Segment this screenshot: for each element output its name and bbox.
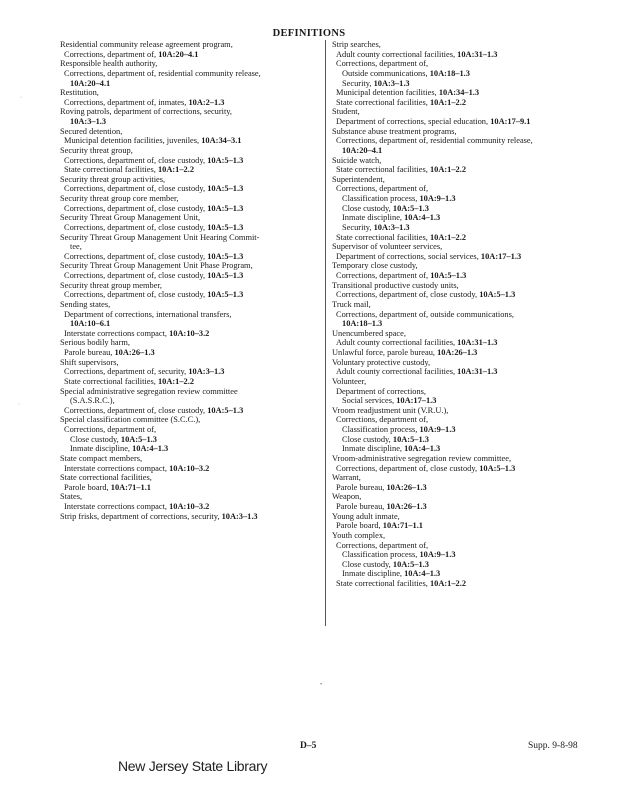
index-subentry — [60, 69, 315, 79]
index-subentry — [332, 184, 592, 194]
code-citation: 10A:10–3.2 — [169, 463, 210, 473]
code-citation: 10A:20–4.1 — [70, 78, 111, 88]
index-heading — [332, 156, 592, 166]
entry-text: Corrections, department of, close custody, — [336, 290, 480, 300]
entry-text: Security threat group member, — [60, 280, 162, 290]
index-heading — [60, 59, 315, 69]
code-citation: 10A:17–1.3 — [396, 396, 437, 406]
entry-text: Parole bureau, — [336, 482, 387, 492]
entry-text: Corrections, department of, residential community release, — [336, 136, 533, 146]
code-citation: 10A:26–1.3 — [386, 482, 427, 492]
code-citation: 10A:5–1.3 — [207, 271, 244, 280]
index-subentry — [332, 252, 592, 262]
code-citation: 10A:4–1.3 — [404, 444, 441, 454]
entry-text: Close custody, — [70, 434, 121, 444]
index-subentry — [332, 136, 592, 146]
entry-text: Adult county correctional facilities, — [336, 338, 458, 348]
index-subentry — [60, 271, 315, 281]
index-subentry — [332, 233, 592, 243]
entry-text: Suicide watch, — [332, 155, 382, 165]
index-subentry — [60, 242, 315, 252]
entry-text: Substance abuse treatment programs, — [332, 126, 457, 136]
index-heading — [332, 107, 592, 117]
index-subentry — [332, 435, 592, 445]
code-citation: 10A:10–3.2 — [169, 502, 210, 511]
index-subentry — [332, 502, 592, 512]
entry-text: Inmate discipline, — [70, 444, 133, 454]
code-citation: 10A:10–6.1 — [70, 319, 111, 329]
entry-text: Outside communications, — [342, 68, 430, 78]
index-subentry — [60, 165, 315, 175]
index-subentry — [332, 550, 592, 560]
entry-text: (S.A.S.R.C.), — [70, 396, 115, 406]
index-subentry — [332, 387, 592, 397]
entry-text: Serious bodily harm, — [60, 338, 131, 348]
entry-text: State correctional facilities, — [336, 579, 430, 588]
entry-text: Corrections, department of, close custody, — [64, 184, 208, 194]
entry-text: Corrections, department of, — [336, 271, 431, 280]
code-citation: 10A:4–1.3 — [404, 569, 441, 579]
entry-text: State compact members, — [60, 453, 143, 463]
code-citation: 10A:4–1.3 — [132, 444, 169, 454]
entry-text: Strip searches, — [332, 40, 381, 49]
index-subentry — [332, 223, 592, 233]
entry-text: Corrections, department of, close custody, — [64, 405, 208, 415]
index-heading — [60, 146, 315, 156]
entry-text: Corrections, department of, close custody, — [64, 222, 208, 232]
entry-text: Corrections, department of, — [336, 59, 429, 69]
index-subentry — [332, 569, 592, 579]
index-heading — [60, 107, 315, 117]
entry-text: Security threat group activities, — [60, 174, 166, 184]
entry-text: State correctional facilities, — [64, 376, 158, 386]
entry-text: Department of corrections, social services, — [336, 251, 481, 261]
index-heading — [332, 492, 592, 502]
entry-text: Corrections, department of, security, — [64, 367, 189, 377]
code-citation: 10A:26–1.3 — [437, 348, 478, 357]
index-subentry — [60, 464, 315, 474]
entry-text: Shift supervisors, — [60, 357, 119, 367]
entry-text: Secured detention, — [60, 126, 123, 136]
index-heading — [332, 406, 592, 416]
index-heading — [60, 175, 315, 185]
index-heading — [60, 281, 315, 291]
entry-text: Corrections, department of, close custody, — [64, 271, 208, 280]
code-citation: 10A:26–1.3 — [386, 502, 427, 511]
index-subentry — [60, 444, 315, 454]
index-subentry — [332, 310, 592, 320]
entry-text: Security threat group core member, — [60, 194, 179, 203]
index-heading — [60, 88, 315, 98]
entry-text: Adult county correctional facilities, — [336, 367, 458, 377]
entry-text: Classification process, — [342, 550, 420, 560]
entry-text: Parole board, — [336, 521, 383, 531]
entry-text: Inmate discipline, — [342, 444, 405, 454]
entry-text: Corrections, department of, inmates, — [64, 97, 189, 107]
index-subentry — [60, 348, 315, 358]
right-column — [332, 40, 592, 589]
code-citation: 10A:5–1.3 — [479, 290, 516, 300]
index-subentry — [332, 338, 592, 348]
index-subentry — [60, 319, 315, 329]
index-subentry — [332, 271, 592, 281]
entry-text: Close custody, — [342, 203, 393, 213]
scan-speck: · — [18, 402, 20, 408]
index-subentry — [332, 165, 592, 175]
entry-text: Corrections, department of, — [336, 415, 429, 425]
left-column — [60, 40, 315, 521]
index-subentry — [332, 194, 592, 204]
code-citation: 10A:5–1.3 — [479, 463, 516, 473]
index-subentry — [60, 252, 315, 262]
entry-text: State correctional facilities, — [64, 165, 158, 175]
entry-text: Security, — [342, 78, 374, 88]
column-divider — [325, 40, 326, 626]
index-subentry — [332, 213, 592, 223]
entry-text: Corrections, department of, — [336, 540, 429, 550]
code-citation: 10A:20–4.1 — [342, 145, 383, 155]
index-subentry — [60, 435, 315, 445]
page-number: D–5 — [300, 741, 317, 751]
code-citation: 10A:5–1.3 — [207, 155, 244, 165]
entry-text: Adult county correctional facilities, — [336, 49, 458, 59]
index-subentry — [60, 117, 315, 127]
entry-text: Corrections, department of, — [336, 184, 429, 194]
index-subentry — [332, 560, 592, 570]
entry-text: Municipal detention facilities, — [336, 88, 439, 98]
index-subentry — [332, 79, 592, 89]
entry-text: Strip frisks, department of corrections, security, — [60, 511, 222, 521]
index-subentry — [60, 425, 315, 435]
index-heading — [332, 531, 592, 541]
index-subentry — [60, 290, 315, 300]
index-heading — [332, 281, 592, 291]
code-citation: 10A:1–2.2 — [157, 376, 195, 386]
entry-text: Security Threat Group Management Unit Hearing Commit- — [60, 232, 260, 242]
index-subentry — [60, 136, 315, 146]
entry-text: Inmate discipline, — [342, 213, 405, 223]
code-citation: 10A:9–1.3 — [419, 550, 456, 560]
index-subentry — [60, 310, 315, 320]
entry-text: Social services, — [342, 396, 397, 406]
index-subentry — [332, 444, 592, 454]
entry-text: Unencumbered space, — [332, 328, 406, 338]
entry-text: Restitution, — [60, 88, 99, 98]
code-citation: 10A:71–1.1 — [382, 521, 423, 531]
entry-text: Warrant, — [332, 473, 361, 483]
index-subentry — [332, 521, 592, 531]
index-subentry — [60, 367, 315, 377]
index-heading — [332, 127, 592, 137]
library-stamp: New Jersey State Library — [118, 758, 268, 774]
index-subentry — [332, 396, 592, 406]
index-heading — [60, 454, 315, 464]
index-heading — [332, 242, 592, 252]
entry-text: Department of corrections, — [336, 386, 426, 396]
index-heading — [332, 454, 592, 464]
entry-text: Department of corrections, special education, — [336, 117, 491, 126]
entry-text: Security Threat Group Management Unit, — [60, 213, 201, 223]
index-heading — [60, 213, 315, 223]
index-subentry — [60, 79, 315, 89]
entry-text: Responsible health authority, — [60, 59, 158, 69]
index-subentry — [332, 290, 592, 300]
index-subentry — [60, 329, 315, 339]
index-subentry — [332, 117, 592, 127]
entry-text: Special administrative segregation review committee — [60, 386, 238, 396]
code-citation: 10A:5–1.3 — [207, 290, 244, 300]
code-citation: 10A:1–2.2 — [429, 579, 467, 588]
entry-text: Superintendent, — [332, 174, 385, 184]
index-subentry — [60, 50, 315, 60]
entry-text: Vroom-administrative segregation review committee, — [332, 453, 512, 463]
code-citation: 10A:18–1.3 — [429, 68, 470, 78]
entry-text: Special classification committee (S.C.C.), — [60, 415, 201, 425]
entry-text: State correctional facilities, — [60, 473, 152, 483]
index-subentry — [332, 59, 592, 69]
entry-text: Supervisor of volunteer services, — [332, 242, 443, 252]
index-subentry — [332, 88, 592, 98]
index-heading — [332, 175, 592, 185]
supplement-date: Supp. 9-8-98 — [528, 741, 578, 751]
index-subentry — [332, 415, 592, 425]
entry-text: Corrections, department of, — [64, 425, 157, 434]
index-heading — [60, 473, 315, 483]
page-title: DEFINITIONS — [272, 28, 346, 39]
code-citation: 10A:17–1.3 — [480, 251, 522, 261]
entry-text: Interstate corrections compact, — [64, 328, 170, 338]
code-citation: 10A:5–1.3 — [430, 271, 467, 280]
index-subentry — [332, 69, 592, 79]
index-heading — [332, 329, 592, 339]
code-citation: 10A:3–1.3 — [373, 222, 410, 232]
index-heading — [332, 358, 592, 368]
entry-text: Inmate discipline, — [342, 569, 405, 579]
code-citation: 10A:17–9.1 — [490, 117, 531, 126]
code-citation: 10A:9–1.3 — [419, 425, 456, 434]
index-subentry — [60, 396, 315, 406]
code-citation: 10A:34–1.3 — [438, 88, 480, 98]
index-subentry — [60, 223, 315, 233]
entry-text: Corrections, department of, close custody, — [64, 290, 208, 300]
index-heading — [60, 300, 315, 310]
entry-text: State correctional facilities, — [336, 165, 430, 175]
index-heading — [60, 40, 315, 50]
code-citation: 10A:9–1.3 — [419, 194, 456, 203]
entry-text: Security Threat Group Management Unit Phase Program, — [60, 261, 253, 271]
entry-text: Parole bureau, — [64, 348, 115, 357]
entry-text: Student, — [332, 107, 360, 117]
code-citation: 10A:5–1.3 — [392, 559, 429, 569]
code-citation: 10A:31–1.3 — [457, 367, 498, 377]
index-subentry — [332, 50, 592, 60]
entry-text: Unlawful force, parole bureau, — [332, 348, 438, 357]
index-subentry — [60, 377, 315, 387]
entry-text: Volunteer, — [332, 376, 367, 386]
code-citation: 10A:1–2.2 — [429, 232, 467, 242]
index-heading — [332, 348, 592, 358]
code-citation: 10A:3–1.3 — [373, 78, 410, 88]
entry-text: Corrections, department of, close custody, — [64, 251, 208, 261]
entry-text: Weapon, — [332, 492, 362, 502]
scan-speck: · — [20, 95, 22, 101]
index-subentry — [332, 579, 592, 589]
index-heading — [332, 261, 592, 271]
index-heading — [332, 473, 592, 483]
index-subentry — [332, 425, 592, 435]
entry-text: Temporary close custody, — [332, 261, 418, 271]
entry-text: Close custody, — [342, 434, 393, 444]
entry-text: Residential community release agreement program, — [60, 40, 233, 49]
code-citation: 10A:1–2.2 — [429, 165, 467, 175]
index-subentry — [60, 98, 315, 108]
code-citation: 10A:3–1.3 — [70, 117, 107, 126]
code-citation: 10A:34–3.1 — [201, 136, 242, 146]
code-citation: 10A:5–1.3 — [392, 203, 429, 213]
code-citation: 10A:26–1.3 — [114, 348, 155, 357]
index-heading — [60, 512, 315, 522]
index-subentry — [60, 483, 315, 493]
entry-text: Security threat group, — [60, 145, 133, 155]
entry-text: Interstate corrections compact, — [64, 502, 170, 511]
entry-text: Truck mail, — [332, 299, 371, 309]
entry-text: tee, — [70, 242, 82, 252]
index-subentry — [332, 483, 592, 493]
entry-text: Municipal detention facilities, juveniles, — [64, 136, 202, 146]
index-heading — [332, 300, 592, 310]
entry-text: Youth complex, — [332, 530, 386, 540]
index-heading — [60, 233, 315, 243]
code-citation: 10A:5–1.3 — [120, 434, 157, 444]
code-citation: 10A:31–1.3 — [457, 338, 498, 348]
entry-text: Corrections, department of, residential community release, — [64, 68, 261, 78]
index-subentry — [60, 406, 315, 416]
code-citation: 10A:5–1.3 — [207, 222, 244, 232]
code-citation: 10A:1–2.2 — [157, 165, 195, 175]
index-subentry — [332, 204, 592, 214]
entry-text: Corrections, department of, close custody, — [336, 463, 480, 473]
code-citation: 10A:2–1.3 — [188, 97, 225, 107]
index-subentry — [60, 184, 315, 194]
entry-text: Sending states, — [60, 299, 111, 309]
entry-text: Corrections, department of, — [64, 49, 159, 59]
index-subentry — [332, 319, 592, 329]
index-heading — [332, 40, 592, 50]
entry-text: Vroom readjustment unit (V.R.U.), — [332, 405, 449, 415]
index-heading — [60, 358, 315, 368]
entry-text: Parole bureau, — [336, 502, 387, 511]
code-citation: 10A:5–1.3 — [207, 184, 244, 194]
entry-text: Corrections, department of, close custody, — [64, 155, 208, 165]
index-heading — [60, 492, 315, 502]
entry-text: States, — [60, 492, 83, 502]
code-citation: 10A:5–1.3 — [207, 203, 244, 213]
index-subentry — [332, 367, 592, 377]
entry-text: Corrections, department of, close custody, — [64, 203, 208, 213]
index-heading — [60, 194, 315, 204]
entry-text: Transitional productive custody units, — [332, 280, 459, 290]
code-citation: 10A:5–1.3 — [207, 251, 244, 261]
code-citation: 10A:4–1.3 — [404, 213, 441, 223]
index-heading — [60, 387, 315, 397]
code-citation: 10A:5–1.3 — [392, 434, 429, 444]
index-heading — [60, 415, 315, 425]
index-subentry — [60, 156, 315, 166]
entry-text: Voluntary protective custody, — [332, 357, 431, 367]
entry-text: Young adult inmate, — [332, 511, 400, 521]
index-subentry — [332, 146, 592, 156]
index-heading — [332, 377, 592, 387]
entry-text: Parole board, — [64, 482, 111, 492]
code-citation: 10A:20–4.1 — [158, 49, 199, 59]
entry-text: Close custody, — [342, 559, 393, 569]
index-subentry — [60, 204, 315, 214]
index-heading — [60, 338, 315, 348]
index-heading — [60, 127, 315, 137]
index-subentry — [332, 464, 592, 474]
code-citation: 10A:5–1.3 — [207, 405, 244, 415]
code-citation: 10A:3–1.3 — [221, 511, 258, 521]
code-citation: 10A:18–1.3 — [342, 319, 383, 329]
index-subentry — [60, 502, 315, 512]
entry-text: Classification process, — [342, 425, 420, 434]
code-citation: 10A:71–1.1 — [110, 482, 151, 492]
code-citation: 10A:3–1.3 — [188, 367, 225, 377]
entry-text: Classification process, — [342, 194, 420, 203]
index-heading — [332, 512, 592, 522]
entry-text: State correctional facilities, — [336, 97, 430, 107]
entry-text: Interstate corrections compact, — [64, 463, 170, 473]
scan-speck: • — [320, 682, 323, 688]
entry-text: Corrections, department of, outside communications, — [336, 309, 514, 319]
entry-text: State correctional facilities, — [336, 232, 430, 242]
index-subentry — [332, 98, 592, 108]
code-citation: 10A:31–1.3 — [457, 49, 498, 59]
entry-text: Roving patrols, department of corrections, security, — [60, 107, 233, 117]
entry-text: Security, — [342, 222, 374, 232]
entry-text: Department of corrections, international transfers, — [64, 309, 232, 319]
index-heading — [60, 261, 315, 271]
code-citation: 10A:10–3.2 — [169, 328, 210, 338]
code-citation: 10A:1–2.2 — [429, 97, 467, 107]
index-subentry — [332, 541, 592, 551]
